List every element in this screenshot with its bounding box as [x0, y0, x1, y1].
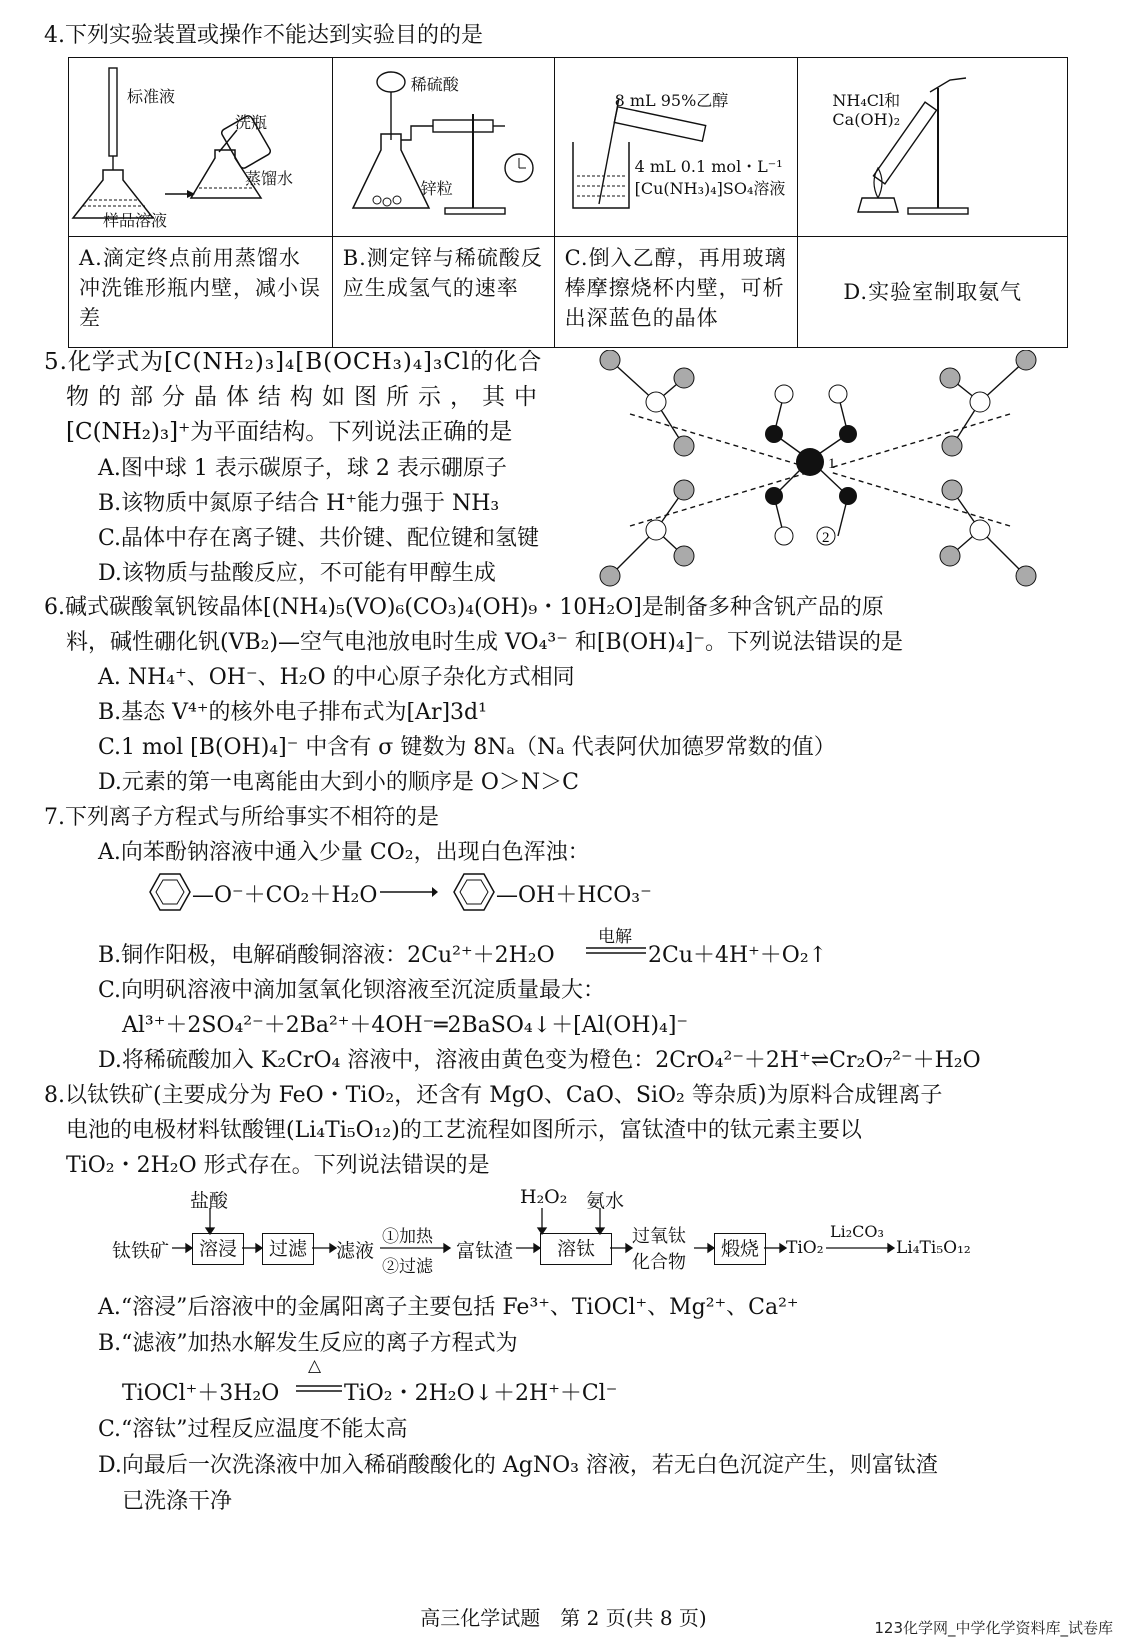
crystallization-beaker-icon: [555, 58, 799, 236]
q7-option-b: B.铜作阳极，电解硝酸铜溶液：2Cu²⁺＋2H₂O: [98, 943, 555, 968]
q6-option-b: B.基态 V⁴⁺的核外电子排布式为[Ar]3d¹: [98, 700, 487, 725]
flow-box-dissolve: 溶钛: [540, 1233, 612, 1265]
equals-sign-icon: [586, 946, 646, 956]
q8-stem-line1: 8.以钛铁矿(主要成分为 FeO・TiO₂，还含有 MgO、CaO、SiO₂ 等杂质)为原料合成锂离子: [44, 1083, 943, 1108]
flow-lithium-titanate: Li₄Ti₅O₁₂: [896, 1238, 971, 1258]
label-copper-solution-1: 4 mL 0.1 mol・L⁻¹: [634, 157, 783, 176]
q5-option-b: B.该物质中氮原子结合 H⁺能力强于 NH₃: [98, 491, 500, 516]
q7-option-d: D.将稀硫酸加入 K₂CrO₄ 溶液中，溶液由黄色变为橙色：2CrO₄²⁻＋2H⁺⇌Cr₂O₇²⁻＋H₂O: [98, 1048, 981, 1073]
flow-box-leach: 溶浸: [192, 1233, 244, 1265]
flow-ilmenite: 钛铁矿: [112, 1240, 170, 1262]
label-standard-solution: 标准液: [127, 87, 176, 106]
q8-option-a: A.“溶浸”后溶液中的金属阳离子主要包括 Fe³⁺、TiOCl⁺、Mg²⁺、Ca²⁺: [98, 1295, 799, 1320]
q6-stem-line2: 料，碱性硼化钒(VB₂)—空气电池放电时生成 VO₄³⁻ 和[B(OH)₄]⁻。下列说法错误的是: [66, 630, 903, 655]
q8-b-equation-right: TiO₂・2H₂O↓＋2H⁺＋Cl⁻: [344, 1381, 618, 1406]
flow-step-heat: ①加热: [382, 1227, 433, 1247]
q7-b-condition: 电解: [598, 927, 632, 947]
q7-a-equation-left: —O⁻＋CO₂＋H₂O: [192, 883, 378, 908]
q4-option-b: B.测定锌与稀硫酸反应生成氢气的速率: [332, 237, 554, 348]
flow-titanium-slag: 富钛渣: [456, 1240, 514, 1262]
flow-peroxide-line1: 过氧钛: [632, 1226, 686, 1247]
q7-a-equation-right: —OH＋HCO₃⁻: [496, 883, 652, 908]
q5-stem-line2: 物的部分晶体结构如图所示，其中: [66, 384, 546, 410]
q8-option-b: B.“滤液”加热水解发生反应的离子方程式为: [98, 1331, 518, 1356]
q7-option-c: C.向明矾溶液中滴加氢氧化钡溶液至沉淀质量最大：: [98, 978, 606, 1003]
flow-hydrogen-peroxide: H₂O₂: [520, 1186, 568, 1208]
q5-stem-line1: 5.化学式为[C(NH₂)₃]₄[B(OCH₃)₄]₃Cl的化合: [44, 349, 543, 375]
q8-option-d-line2: 已洗涤干净: [122, 1489, 233, 1514]
q8-option-d-line1: D.向最后一次洗涤液中加入稀硝酸酸化的 AgNO₃ 溶液，若无白色沉淀产生，则富钛渣: [98, 1453, 938, 1478]
q4-option-c: C.倒入乙醇，再用玻璃棒摩擦烧杯内壁，可析出深蓝色的晶体: [554, 237, 798, 348]
reaction-arrow-icon: [378, 884, 438, 900]
label-ethanol: 8 mL 95%乙醇: [614, 91, 729, 110]
q5-stem-line3: [C(NH₂)₃]⁺为平面结构。下列说法正确的是: [66, 419, 513, 445]
q7-option-a: A.向苯酚钠溶液中通入少量 CO₂，出现白色浑浊：: [98, 840, 590, 865]
q8-b-condition: △: [308, 1356, 322, 1376]
q4-figure-a: [69, 58, 333, 237]
q7-stem: 7.下列离子方程式与所给事实不相符的是: [44, 805, 439, 830]
q8-b-equation-left: TiOCl⁺＋3H₂O: [122, 1381, 280, 1406]
label-zinc-granules: 锌粒: [420, 179, 453, 198]
q6-option-a: A. NH₄⁺、OH⁻、H₂O 的中心原子杂化方式相同: [98, 665, 575, 690]
benzene-ring-icon: [136, 870, 196, 914]
label-ammonium-chloride: NH₄Cl和: [832, 91, 901, 110]
ammonia-preparation-apparatus-icon: [798, 58, 1068, 236]
flow-filtrate: 滤液: [336, 1240, 375, 1262]
label-sample-solution: 样品溶液: [103, 211, 168, 230]
q6-option-c: C.1 mol [B(OH)₄]⁻ 中含有 σ 键数为 8Nₐ（Nₐ 代表阿伏加德罗常数的值）: [98, 735, 836, 760]
q8-stem-line2: 电池的电极材料钛酸锂(Li₄Ti₅O₁₂)的工艺流程如图所示，富钛渣中的钛元素主要以: [66, 1118, 862, 1143]
q4-option-d: D.实验室制取氨气: [798, 237, 1068, 348]
flow-ammonia-water: 氨水: [586, 1190, 625, 1212]
label-wash-bottle: 洗瓶: [235, 113, 268, 132]
flow-arrows: [0, 1200, 1127, 1270]
q4-figure-d: [798, 58, 1068, 237]
flow-box-filter: 过滤: [262, 1233, 314, 1265]
q6-stem-line1: 6.碱式碳酸氧钒铵晶体[(NH₄)₅(VO)₆(CO₃)₄(OH)₉・10H₂O]是制备多种含钒产品的原: [44, 595, 884, 620]
label-calcium-hydroxide: Ca(OH)₂: [832, 110, 901, 129]
q4-stem: 4.下列实验装置或操作不能达到实验目的的是: [44, 23, 483, 48]
q7-c-equation: Al³⁺＋2SO₄²⁻＋2Ba²⁺＋4OH⁻═2BaSO₄↓＋[Al(OH)₄]⁻: [122, 1013, 689, 1038]
ball-1-label: 1: [828, 456, 836, 472]
page-footer: 高三化学试题 第 2 页(共 8 页): [420, 1606, 707, 1630]
label-distilled-water: 蒸馏水: [245, 169, 294, 188]
q6-option-d: D.元素的第一电离能由大到小的顺序是 O＞N＞C: [98, 770, 579, 795]
q4-figure-b: [332, 58, 554, 237]
q8-option-c: C.“溶钛”过程反应温度不能太高: [98, 1417, 408, 1442]
q4-option-a: A.滴定终点前用蒸馏水冲洗锥形瓶内壁，减小误差: [69, 237, 333, 348]
q5-option-a: A.图中球 1 表示碳原子，球 2 表示硼原子: [98, 456, 507, 481]
flow-titanium-dioxide: TiO₂: [786, 1238, 824, 1258]
flow-box-calcine: 煅烧: [714, 1233, 766, 1265]
ball-2-label: 2: [822, 530, 830, 546]
q8-stem-line3: TiO₂・2H₂O 形式存在。下列说法错误的是: [66, 1153, 490, 1178]
q4-figure-c: [554, 58, 798, 237]
watermark: 123化学网_中学化学资料库_试卷库: [874, 1619, 1113, 1637]
q7-b-products: 2Cu＋4H⁺＋O₂↑: [648, 943, 828, 968]
flow-lithium-carbonate: Li₂CO₃: [830, 1222, 884, 1241]
q5-crystal-structure-diagram: [590, 350, 1040, 590]
flow-peroxide-line2: 化合物: [632, 1252, 686, 1273]
label-copper-solution-2: [Cu(NH₃)₄]SO₄溶液: [634, 179, 786, 198]
equals-sign-icon-2: [296, 1384, 342, 1394]
flow-step-filter: ②过滤: [382, 1257, 433, 1277]
q5-option-d: D.该物质与盐酸反应，不可能有甲醇生成: [98, 561, 496, 586]
label-dilute-sulfuric-acid: 稀硫酸: [410, 75, 459, 94]
q5-option-c: C.晶体中存在离子键、共价键、配位键和氢键: [98, 526, 540, 551]
flow-hydrochloric-acid: 盐酸: [190, 1190, 229, 1212]
q4-experiment-table: [68, 57, 1068, 348]
